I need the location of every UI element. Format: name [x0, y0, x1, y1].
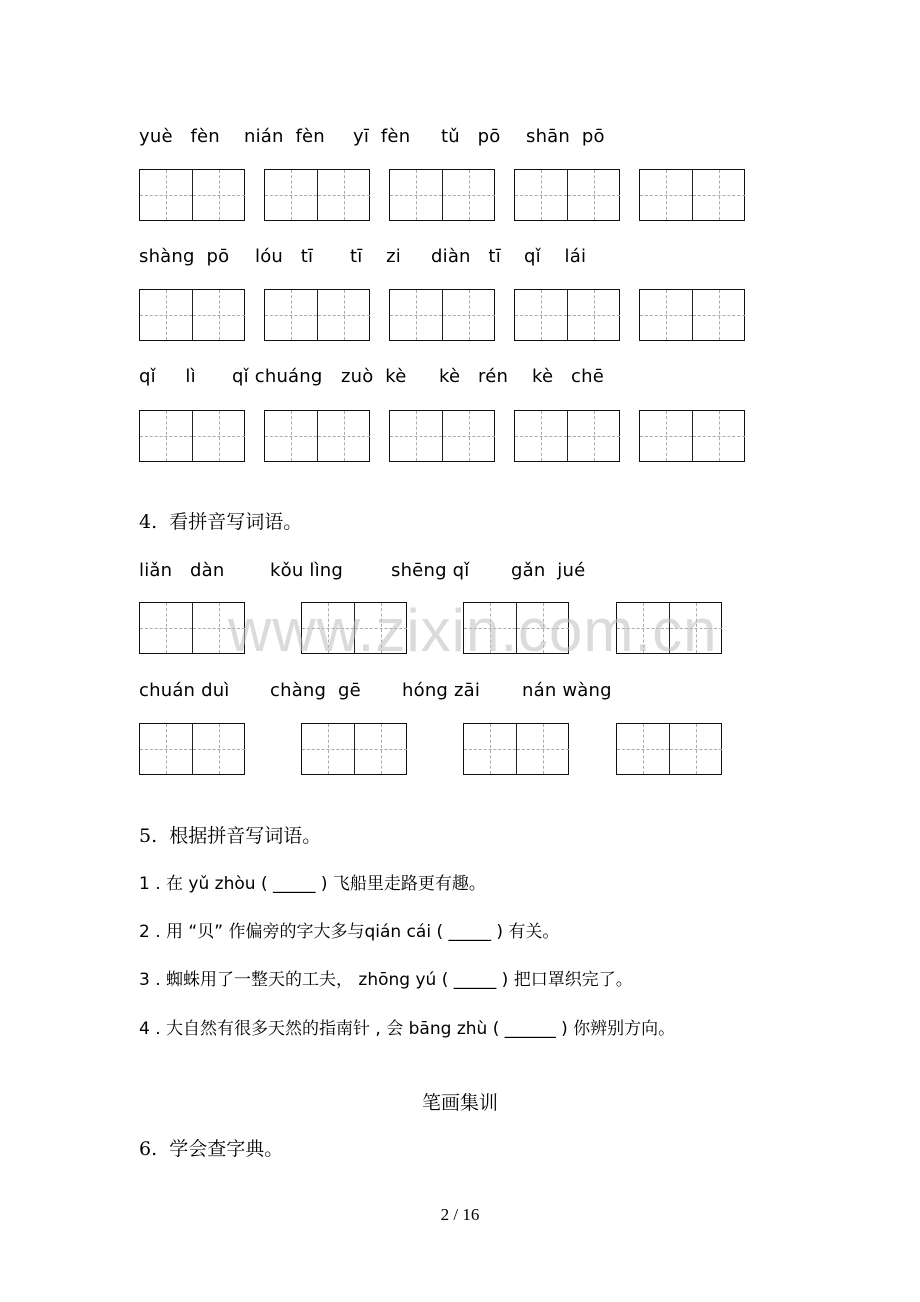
writing-grid-box[interactable]	[514, 410, 620, 462]
pinyin-label: zuò kè	[341, 366, 407, 387]
section5-heading: 5. 根据拼音写词语。	[139, 825, 322, 847]
pinyin-label: tī zi	[350, 246, 401, 267]
pinyin-label: nán wàng	[522, 680, 612, 701]
pinyin-label: qǐ lì	[139, 366, 196, 387]
writing-grid-box[interactable]	[139, 410, 245, 462]
pinyin-label: chàng gē	[270, 680, 361, 701]
pinyin-label: kè rén	[439, 366, 509, 387]
fill-in-sentence: 3 . 蜘蛛用了一整天的工夫， zhōng yú ( _____ ) 把口罩织完了。	[139, 970, 633, 990]
writing-grid-box[interactable]	[639, 410, 745, 462]
pinyin-label: kè chē	[532, 366, 605, 387]
writing-grid-box[interactable]	[514, 169, 620, 221]
pinyin-label: qǐ lái	[524, 246, 587, 267]
writing-grid-box[interactable]	[301, 723, 407, 775]
page-number: 2 / 16	[440, 1205, 480, 1224]
pinyin-label: hóng zāi	[402, 680, 481, 701]
pinyin-label: shān pō	[526, 126, 605, 147]
pinyin-label: gǎn jué	[511, 560, 586, 581]
fill-in-sentence: 2 . 用 “贝” 作偏旁的字大多与qián cái ( _____ ) 有关。	[139, 922, 560, 942]
pinyin-label: tǔ pō	[441, 126, 501, 147]
writing-grid-box[interactable]	[139, 723, 245, 775]
writing-grid-box[interactable]	[264, 289, 370, 341]
writing-grid-box[interactable]	[301, 602, 407, 654]
pinyin-label: shàng pō	[139, 246, 230, 267]
writing-grid-box[interactable]	[389, 169, 495, 221]
writing-grid-box[interactable]	[463, 602, 569, 654]
writing-grid-box[interactable]	[463, 723, 569, 775]
section-title: 笔画集训	[421, 1092, 498, 1114]
pinyin-label: lóu tī	[255, 246, 314, 267]
writing-grid-box[interactable]	[264, 410, 370, 462]
pinyin-label: shēng qǐ	[391, 560, 470, 581]
pinyin-label: qǐ chuáng	[232, 366, 323, 387]
writing-grid-box[interactable]	[616, 723, 722, 775]
fill-in-sentence: 1 . 在 yǔ zhòu ( _____ ) 飞船里走路更有趣。	[139, 874, 486, 894]
writing-grid-box[interactable]	[639, 289, 745, 341]
writing-grid-box[interactable]	[514, 289, 620, 341]
pinyin-label: chuán duì	[139, 680, 230, 701]
writing-grid-box[interactable]	[139, 169, 245, 221]
writing-grid-box[interactable]	[389, 289, 495, 341]
writing-grid-box[interactable]	[139, 602, 245, 654]
writing-grid-box[interactable]	[639, 169, 745, 221]
pinyin-label: diàn tī	[431, 246, 501, 267]
writing-grid-box[interactable]	[264, 169, 370, 221]
pinyin-label: nián fèn	[244, 126, 325, 147]
writing-grid-box[interactable]	[389, 410, 495, 462]
fill-in-sentence: 4 . 大自然有很多天然的指南针 , 会 bāng zhù ( ______ ) 你辨别方向。	[139, 1019, 676, 1039]
writing-grid-box[interactable]	[616, 602, 722, 654]
section6-heading: 6. 学会查字典。	[139, 1138, 284, 1160]
pinyin-label: yī fèn	[353, 126, 411, 147]
watermark: www.zixin.com.cn	[228, 597, 718, 664]
pinyin-label: liǎn dàn	[139, 560, 225, 581]
pinyin-label: kǒu lìng	[270, 560, 344, 581]
section4-heading: 4. 看拼音写词语。	[139, 511, 303, 533]
pinyin-label: yuè fèn	[139, 126, 220, 147]
writing-grid-box[interactable]	[139, 289, 245, 341]
